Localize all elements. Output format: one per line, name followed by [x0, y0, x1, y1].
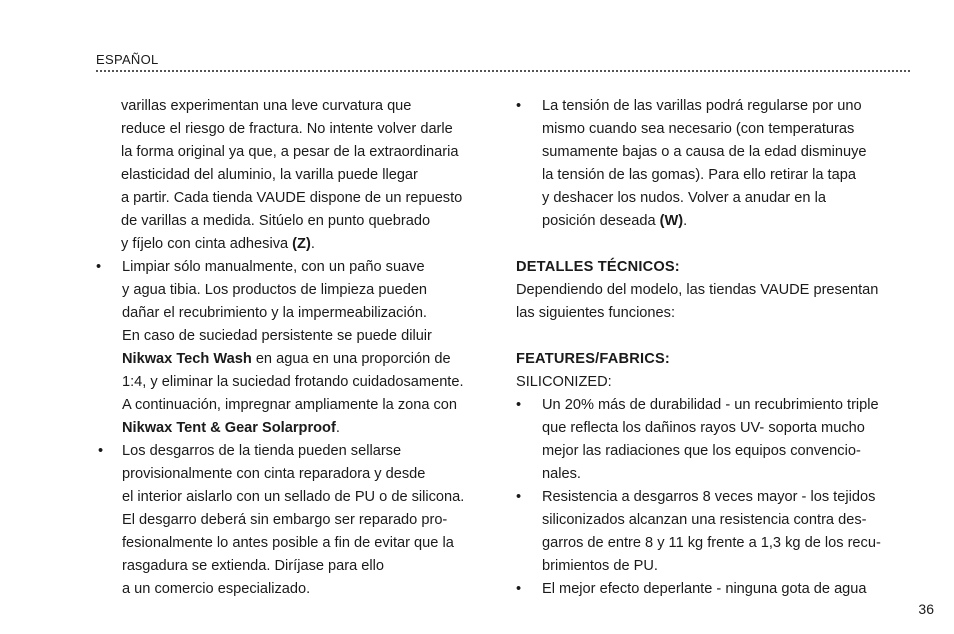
right-column	[516, 95, 916, 601]
bullet-icon: •	[516, 98, 522, 114]
text-line: El desgarro deberá sin embargo ser reparado pro-	[122, 512, 448, 528]
left-column	[96, 95, 496, 601]
bullet-icon: •	[516, 581, 522, 597]
bullet-item-tears	[96, 440, 496, 601]
text-line: Dependiendo del modelo, las tiendas VAUDE presentan	[516, 282, 879, 298]
text-line: las siguientes funciones:	[516, 305, 676, 321]
text-line	[122, 348, 496, 371]
text-line: a un comercio especializado.	[122, 581, 311, 597]
text-line: la forma original ya que, a pesar de la extraordinaria	[121, 144, 459, 160]
bullet-item-cleaning	[96, 256, 496, 440]
text-line: A continuación, impregnar ampliamente la zona con	[122, 397, 458, 413]
text-line: fesionalmente lo antes posible a fin de evitar que la	[122, 535, 454, 551]
text-line: mejor las radiaciones que los equipos convencio-	[542, 443, 861, 459]
text-span: en agua en una proporción de	[251, 351, 451, 367]
subheading-siliconized: SILICONIZED:	[516, 374, 612, 390]
text-line: mismo cuando sea necesario (con temperaturas	[542, 121, 855, 137]
text-line: Limpiar sólo manualmente, con un paño suave	[122, 259, 425, 275]
bullet-item-durability	[516, 394, 916, 486]
text-line: Resistencia a desgarros 8 veces mayor - los tejidos	[542, 489, 876, 505]
text-line: y deshacer los nudos. Volver a anudar en la	[542, 190, 826, 206]
figure-ref: (W)	[659, 213, 684, 229]
text-line: sumamente bajas o a causa de la edad disminuye	[542, 144, 867, 160]
text-line: El mejor efecto deperlante - ninguna gota de agua	[542, 581, 867, 597]
text-line: reduce el riesgo de fractura. No intente volver darle	[121, 121, 453, 137]
text-line: elasticidad del aluminio, la varilla puede llegar	[121, 167, 418, 183]
text-line: Los desgarros de la tienda pueden sellarse	[122, 443, 402, 459]
text-span: posición deseada	[542, 213, 660, 229]
text-line: En caso de suciedad persistente se puede diluir	[122, 328, 432, 344]
section-header: ESPAÑOL	[96, 52, 159, 67]
product-name: Nikwax Tent & Gear Solarproof	[122, 420, 336, 436]
text-line: provisionalmente con cinta reparadora y desde	[122, 466, 426, 482]
text-line: y agua tibia. Los productos de limpieza pueden	[122, 282, 428, 298]
text-line: rasgadura se extienda. Diríjase para ello	[122, 558, 385, 574]
text-line: a partir. Cada tienda VAUDE dispone de un repuesto	[121, 190, 463, 206]
bullet-item-tear-resistance	[516, 486, 916, 578]
product-name: Nikwax Tech Wash	[122, 351, 252, 367]
text-line: Un 20% más de durabilidad - un recubrimiento triple	[542, 397, 879, 413]
bullet-icon: •	[96, 259, 102, 275]
text-line: y fíjelo con cinta adhesiva (Z).	[121, 236, 315, 252]
text-line: 1:4, y eliminar la suciedad frotando cuidadosamente.	[122, 374, 464, 390]
heading-features: FEATURES/FABRICS:	[516, 351, 670, 367]
dotted-divider	[96, 70, 910, 72]
bullet-item-water-repellent	[516, 578, 916, 601]
text-line: de varillas a medida. Sitúelo en punto quebrado	[121, 213, 431, 229]
paragraph-continuation	[96, 95, 496, 256]
text-line: varillas experimentan una leve curvatura que	[121, 98, 412, 114]
text-line: dañar el recubrimiento y la impermeabilización.	[122, 305, 427, 321]
bullet-item-tension	[516, 95, 916, 233]
text-line: brimientos de PU.	[542, 558, 658, 574]
bullet-icon: •	[516, 397, 522, 413]
text-line: el interior aislarlo con un sellado de PU o de silicona.	[122, 489, 465, 505]
text-line: posición deseada (W).	[542, 213, 688, 229]
heading-technical-details: DETALLES TÉCNICOS:	[516, 259, 680, 275]
text-line: siliconizados alcanzan una resistencia contra des-	[542, 512, 867, 528]
bullet-icon: •	[516, 489, 522, 505]
text-line: nales.	[542, 466, 581, 482]
figure-ref: (Z)	[292, 236, 311, 252]
text-line: garros de entre 8 y 11 kg frente a 1,3 kg de los recu-	[542, 535, 881, 551]
text-span: y fíjelo con cinta adhesiva	[121, 236, 293, 252]
text-line: que reflecta los dañinos rayos UV- soporta mucho	[542, 420, 865, 436]
text-line: la tensión de las gomas). Para ello retirar la tapa	[542, 167, 856, 183]
text-line: Nikwax Tent & Gear Solarproof.	[122, 420, 340, 436]
text-line: La tensión de las varillas podrá regularse por uno	[542, 98, 862, 114]
bullet-icon: •	[98, 443, 104, 459]
page-number: 36	[918, 601, 934, 617]
